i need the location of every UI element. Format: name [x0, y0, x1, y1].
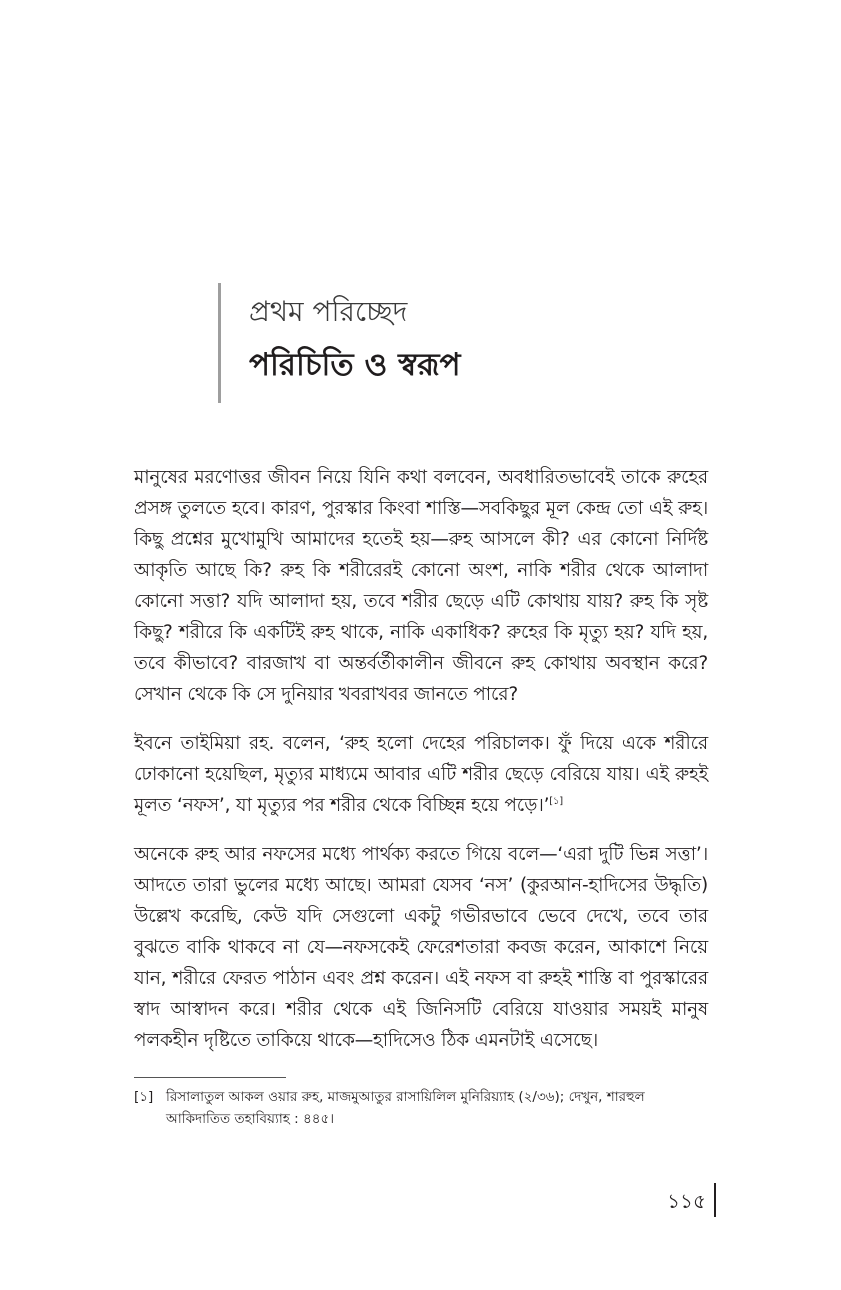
- page-number-bar: [714, 1183, 716, 1217]
- footnote-number: [১]: [134, 1089, 154, 1105]
- paragraph-2-text: ইবনে তাইমিয়া রহ. বলেন, ‘রুহ হলো দেহের পরিচালক। ফুঁ দিয়ে একে শরীরে ঢোকানো হয়েছিল, মৃত্যুর মাধ্যমে আবার এটি শরীর ছেড়ে বেরিয়ে যায়। এই রুহই মূলত ‘নফস’, যা মৃত্যুর পর শরীর থেকে বিচ্ছিন্ন হয়ে পড়ে।’: [134, 733, 708, 816]
- footnote-reference[interactable]: [১]: [549, 795, 563, 807]
- chapter-title: পরিচিতি ও স্বরূপ: [249, 347, 461, 383]
- paragraph-1: মানুষের মরণোত্তর জীবন নিয়ে যিনি কথা বলবেন, অবধারিতভাবেই তাকে রুহের প্রসঙ্গ তুলতে হবে। কারণ, পুরস্কার কিংবা শাস্তি—সবকিছুর মূল কেন্দ্র তো এই রুহ। কিছু প্রশ্নের মুখোমুখি আমাদের হতেই হয়—রুহ আসলে কী? এর কোনো নির্দিষ্ট আকৃতি আছে কি? রুহ কি শরীরেরই কোনো অংশ, নাকি শরীর থেকে আলাদা কোনো সত্তা? যদি আলাদা হয়, তবে শরীর ছেড়ে এটি কোথায় যায়? রুহ কি সৃষ্ট কিছু? শরীরে কি একটিই রুহ থাকে, নাকি একাধিক? রুহের কি মৃত্যু হয়? যদি হয়, তবে কীভাবে? বারজাখ বা অন্তর্বর্তীকালীন জীবনে রুহ কোথায় অবস্থান করে? সেখান থেকে কি সে দুনিয়ার খবরাখবর জানতে পারে?: [134, 467, 708, 705]
- footnote: [134, 1086, 708, 1130]
- chapter-heading: [218, 283, 461, 403]
- footnote-text: রিসালাতুল আকল ওয়ার রুহ, মাজমুআতুর রাসায়িলিল মুনিরিয়্যাহ (২/৩৬); দেখুন, শারহুল আকিদাতিত তহাবিয়্যাহ : ৪৪৫।: [166, 1089, 645, 1127]
- footnote-divider: [134, 1077, 286, 1078]
- paragraph-2: [134, 728, 708, 821]
- body-text: [134, 462, 708, 1074]
- paragraph-3: অনেকে রুহ আর নফসের মধ্যে পার্থক্য করতে গিয়ে বলে—‘এরা দুটি ভিন্ন সত্তা’। আদতে তারা ভুলের মধ্যে আছে। আমরা যেসব ‘নস’ (কুরআন-হাদিসের উদ্ধৃতি) উল্লেখ করেছি, কেউ যদি সেগুলো একটু গভীরভাবে ভেবে দেখে, তবে তার বুঝতে বাকি থাকবে না যে—নফসকেই ফেরেশতারা কবজ করেন, আকাশে নিয়ে যান, শরীরে ফেরত পাঠান এবং প্রশ্ন করেন। এই নফস বা রুহই শাস্তি বা পুরস্কারের স্বাদ আস্বাদন করে। শরীর থেকে এই জিনিসটি বেরিয়ে যাওয়ার সময়ই মানুষ পলকহীন দৃষ্টিতে তাকিয়ে থাকে—হাদিসেও ঠিক এমনটাই এসেছে।: [134, 844, 708, 1051]
- page-number: ১১৫: [667, 1189, 706, 1213]
- chapter-label: প্রথম পরিচ্ছেদ: [249, 295, 408, 328]
